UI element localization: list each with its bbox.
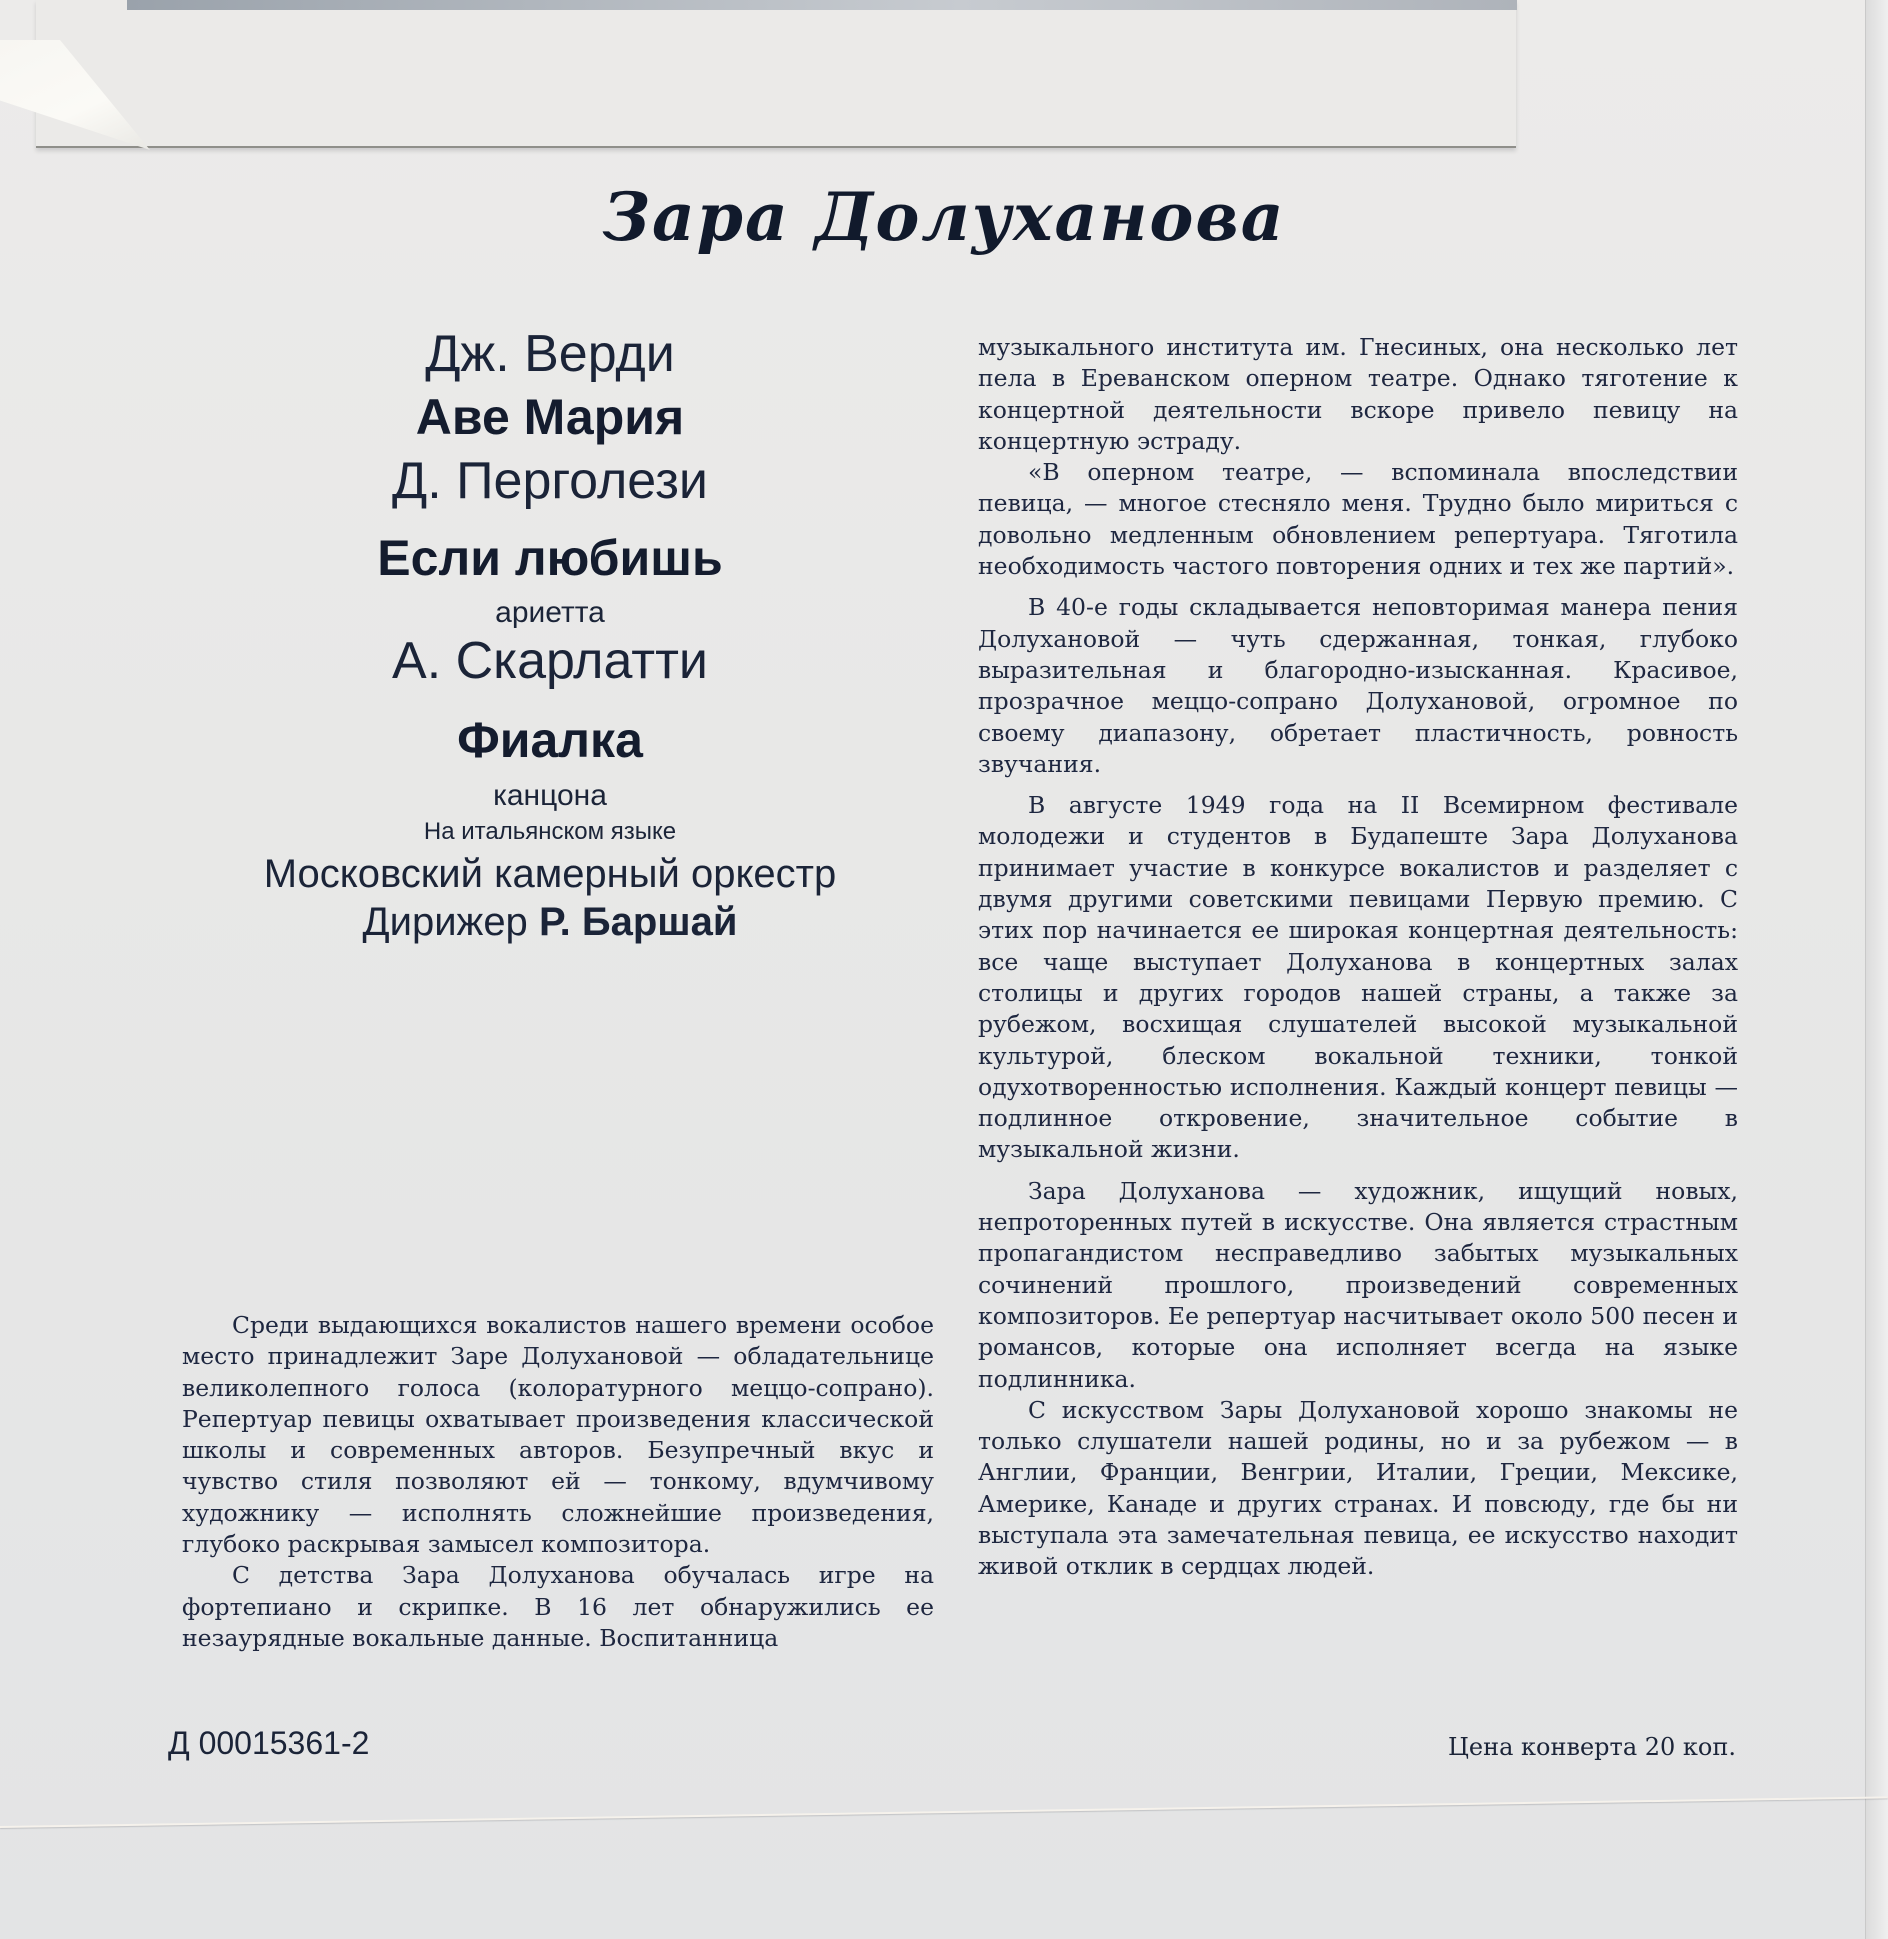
catalog-number: Д 00015361-2	[168, 1725, 370, 1761]
sleeve-bottom-fold	[0, 1796, 1888, 1828]
notes-paragraph: Зара Долуханова — художник, ищущий новых, непроторенных путей в искусстве. Она является страстным пропагандистом несправедливо забытых музыкальных сочинений прошлого, произведений современных композиторов. Ее репертуар насчитывает около 500 песен и романсов, которые она исполняет всегда на языке подлинника.	[978, 1176, 1739, 1393]
track-3-composer: А. Скарлатти	[392, 632, 708, 691]
orchestra-credit: Московский камерный оркестр	[263, 852, 837, 897]
notes-paragraph: С детства Зара Долуханова обучалась игре на фортепиано и скрипке. В 16 лет обнаружились ее незаурядные вокальные данные. Воспитанница	[182, 1561, 934, 1652]
liner-notes-right	[978, 332, 1738, 1583]
notes-paragraph: С искусством Зары Долухановой хорошо знакомы не только слушатели нашей родины, но и за рубежом — в Англии, Франции, Венгрии, Италии, Греции, Мексике, Америке, Канаде и других странах. И повсюду, где бы ни выступала эта замечательная певица, ее искусство находит живой отклик в сердцах людей.	[978, 1395, 1738, 1581]
tracklist	[180, 325, 920, 945]
notes-paragraph: Среди выдающихся вокалистов нашего времени особое место принадлежит Заре Долухановой — обладательнице великолепного голоса (колоратурного меццо-сопрано). Репертуар певицы охватывает произведения классической школы и современных авторов. Безупречный вкус и чувство стиля позволяют ей — тонкому, вдумчивому художнику — исполнять сложнейшие произведения, глубоко раскрывая замысел композитора.	[182, 1311, 934, 1559]
track-2-title: Если любишь	[377, 530, 723, 587]
track-2-genre: ариетта	[495, 595, 605, 629]
conductor-name: Р. Баршай	[538, 900, 738, 945]
notes-paragraph: «В оперном театре, — вспоминала впоследствии певица, — многое стесняло меня. Трудно было мириться с довольно медленным обновлением репертуара. Тяготила необходимость частого повторения одних и тех же партий».	[978, 458, 1738, 581]
sleeve-top-edge	[127, 0, 1517, 10]
sleeve-right-edge	[1865, 0, 1888, 1939]
track-1-composer: Дж. Верди	[425, 325, 675, 383]
notes-paragraph: В 40-е годы складывается неповторимая манера пения Долухановой — чуть сдержанная, тонкая, глубоко выразительная и благородно-изысканная. Красивое, прозрачное меццо-сопрано Долухановой, огромное по своему диапазону, обретает пластичность, ровность звучания.	[978, 593, 1738, 778]
notes-paragraph: В августе 1949 года на II Всемирном фестивале молодежи и студентов в Будапеште Зара Долуханова принимает участие в конкурсе вокалистов и разделяет с двумя другими советскими певицами Первую премию. С этих пор начинается ее широкая концертная деятельность: все чаще выступает Долуханова в концертных залах столицы и других городов нашей страны, а также за рубежом, восхищая слушателей высокой музыкальной культурой, блеском вокальной техники, тонкой одухотворенностью исполнения. Каждый концерт певицы — подлинное откровение, значительное событие в музыкальной жизни.	[978, 791, 1738, 1164]
track-1-title: Аве Мария	[415, 388, 685, 445]
conductor-credit	[180, 899, 920, 945]
track-3-title: Фиалка	[457, 711, 643, 768]
sleeve-price: Цена конверта 20 коп.	[1447, 1733, 1736, 1761]
artist-name: Зара Долуханова	[602, 178, 1286, 256]
conductor-label: Дирижер	[362, 900, 528, 945]
track-2-composer: Д. Перголези	[392, 452, 708, 511]
track-3-genre: канцона	[493, 779, 607, 813]
language-note: На итальянском языке	[423, 817, 677, 845]
liner-notes-left	[182, 1310, 934, 1654]
sleeve-top-flap	[36, 0, 1516, 148]
notes-paragraph: музыкального института им. Гнесиных, она несколько лет пела в Ереванском оперном театре. Однако тяготение к концертной деятельности вскоре привело певицу на концертную эстраду.	[978, 333, 1738, 455]
